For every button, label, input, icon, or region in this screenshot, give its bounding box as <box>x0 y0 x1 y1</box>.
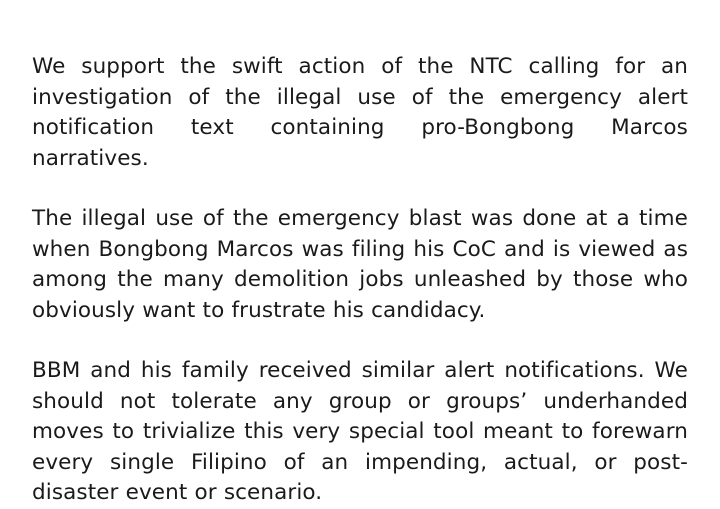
statement-paragraph-2: The illegal use of the emergency blast was done at a time when Bongbong Marcos was filing his CoC and is viewed as among the many demolition jobs unleashed by those who obviously want to frustrate his candidacy. <box>32 206 688 323</box>
statement-paragraph-1: We support the swift action of the NTC calling for an investigation of the illegal use of the emergency alert notification text containing pro-Bongbong Marcos narratives. <box>32 54 688 171</box>
statement-paragraph-3: BBM and his family received similar alert notifications. We should not tolerate any group or groups’ underhanded moves to trivialize this very special tool meant to forewarn every single Filipino of an impending, actual, or post-disaster event or scenario. <box>32 358 688 506</box>
